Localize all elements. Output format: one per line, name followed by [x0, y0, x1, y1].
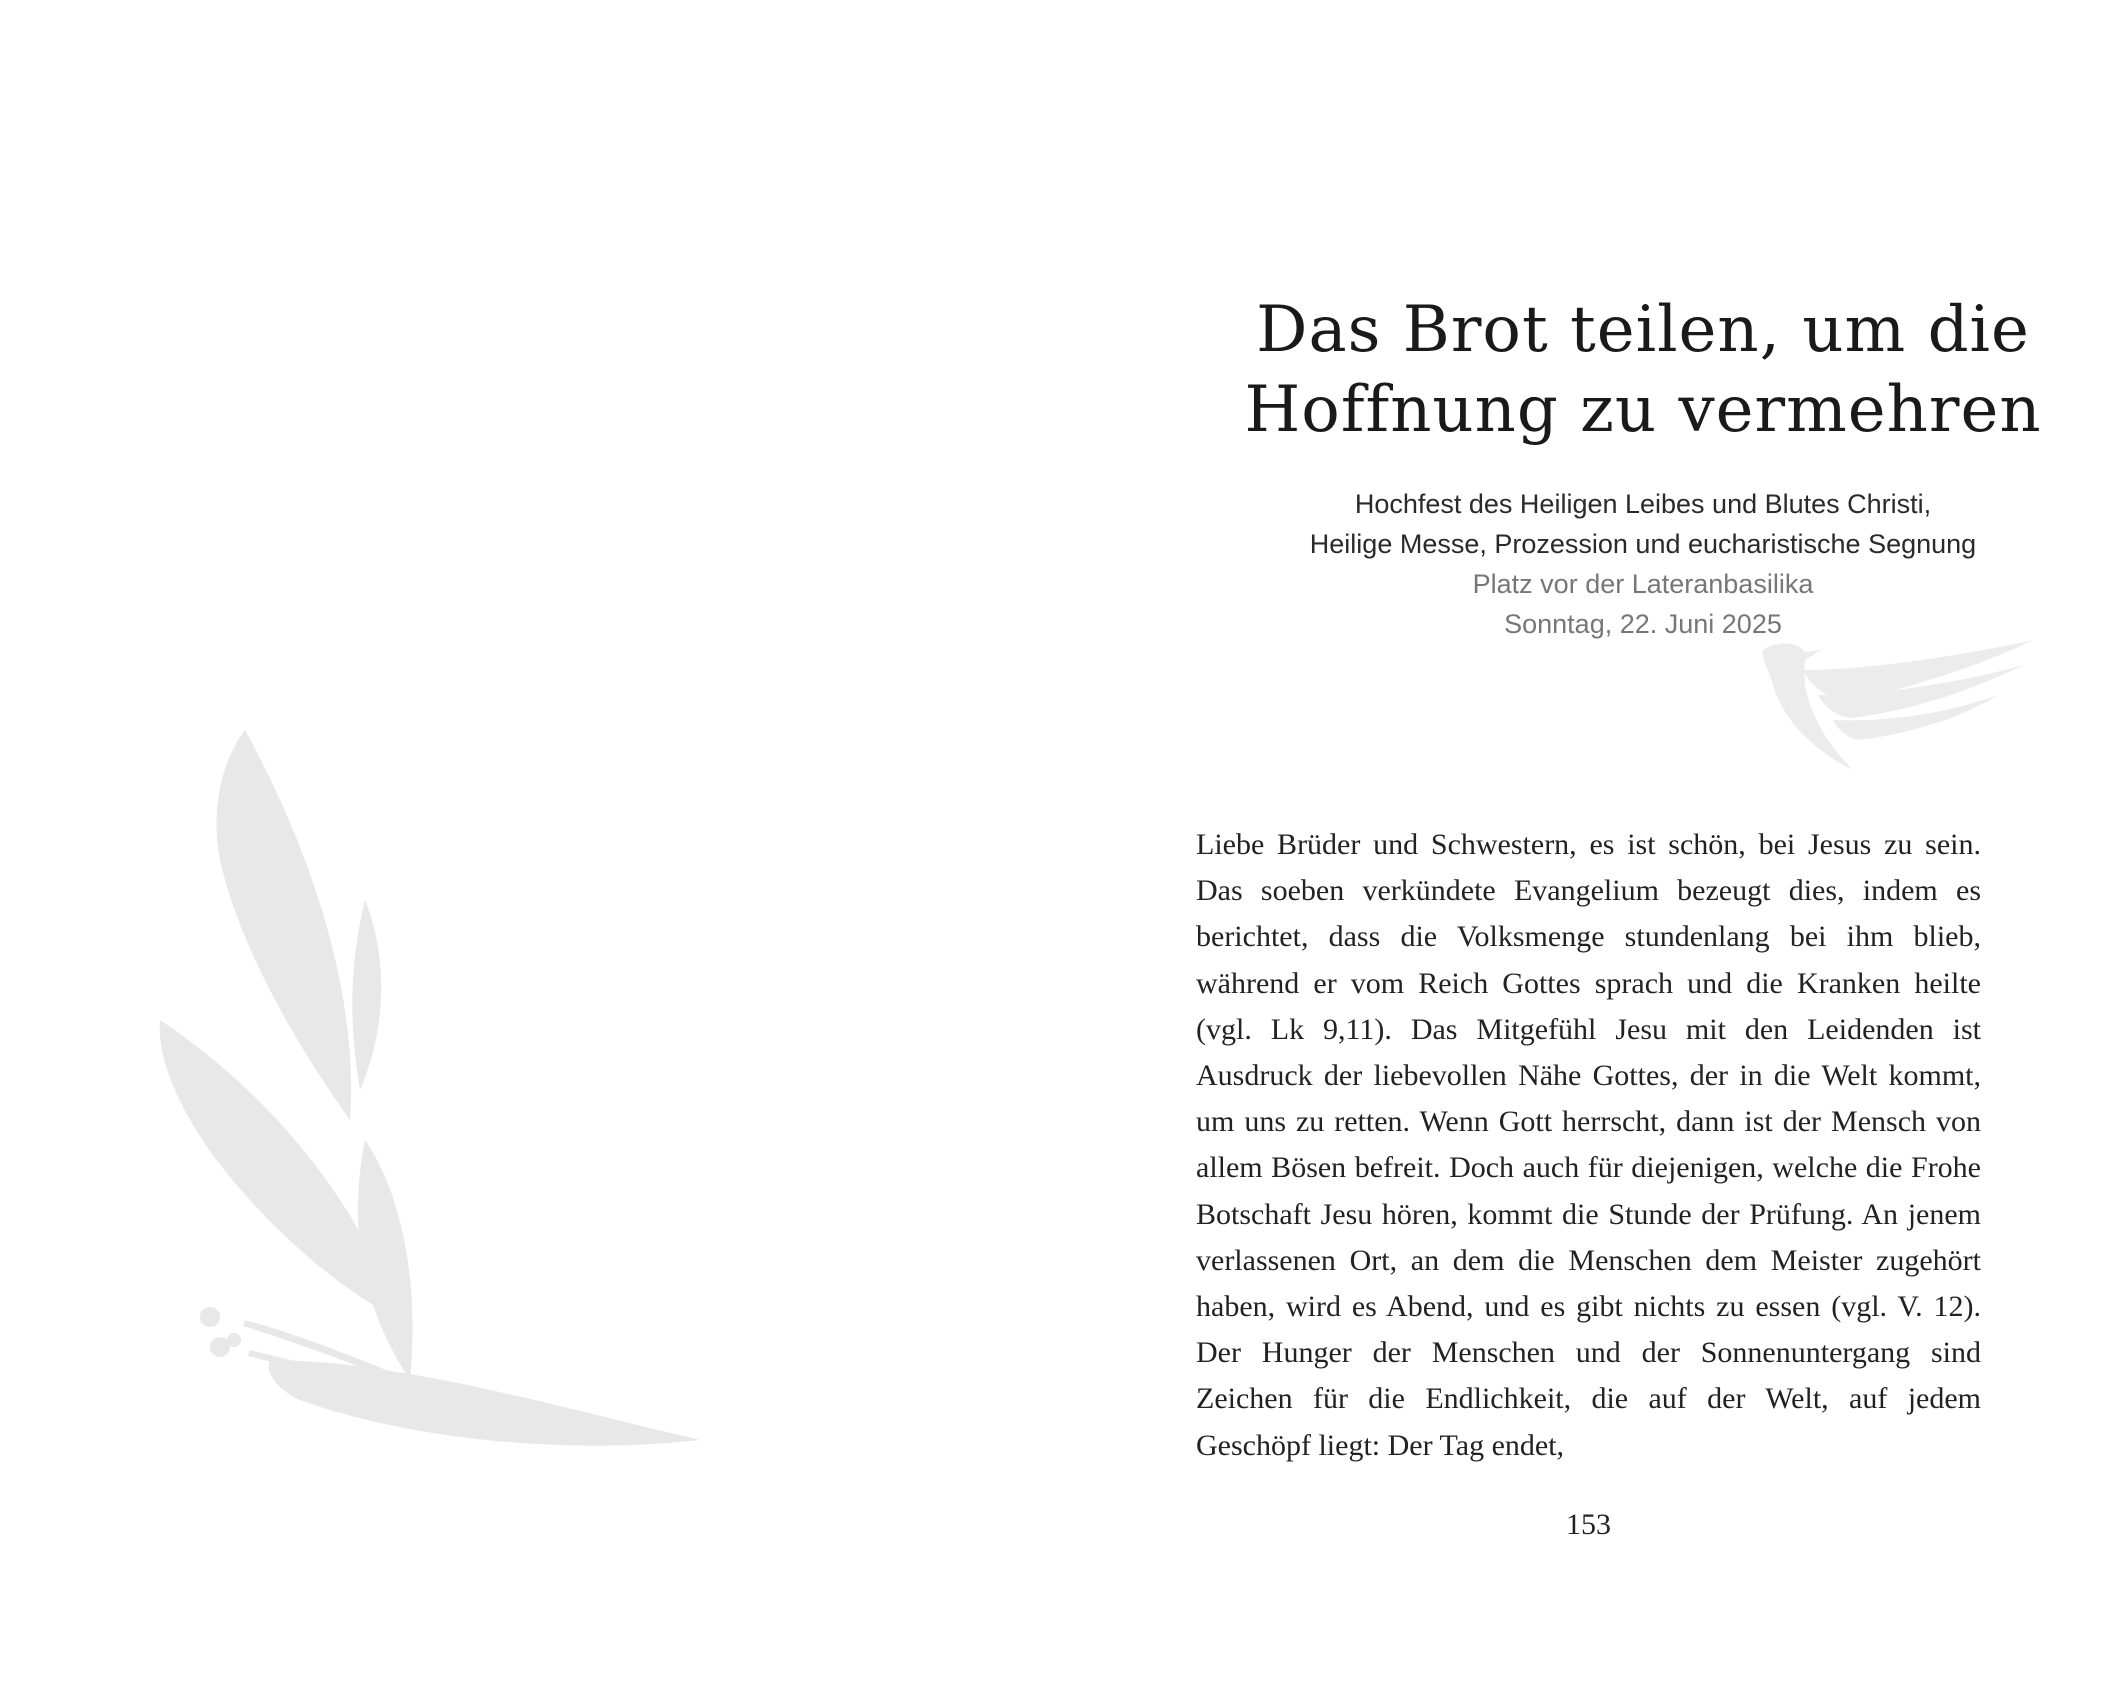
chapter-header	[1193, 290, 2093, 644]
title-line-2: Hoffnung zu vermehren	[1244, 373, 2042, 447]
right-page	[1063, 0, 2126, 1693]
occasion-line-2: Heilige Messe, Prozession und eucharistische Segnung	[1309, 529, 1977, 559]
place: Platz vor der Lateranbasilika	[1472, 569, 1814, 599]
title-line-1: Das Brot teilen, um die	[1256, 293, 2030, 367]
chapter-title	[1193, 290, 2093, 450]
occasion-line-1: Hochfest des Heiligen Leibes und Blutes Christi,	[1354, 489, 1932, 519]
occasion	[1193, 484, 2093, 564]
body-text	[1196, 822, 1981, 1469]
page-number: 153	[1566, 1508, 1611, 1541]
olive-branch-icon	[150, 720, 710, 1460]
date: Sonntag, 22. Juni 2025	[1504, 609, 1782, 639]
body-paragraph: Liebe Brüder und Schwestern, es ist schön, bei Jesus zu sein. Das soeben verkündete Evangelium bezeugt dies, indem es berichtet, dass die Volksmenge stundenlang bei ihm blieb, während er vom Reich Gottes sprach und die Kranken heilte (vgl. Lk 9,11). Das Mitgefühl Jesu mit den Leidenden ist Ausdruck der liebevollen Nähe Gottes, der in die Welt kommt, um uns zu retten. Wenn Gott herrscht, dann ist der Mensch von allem Bösen befreit. Doch auch für diejenigen, welche die Frohe Botschaft Jesu hören, kommt die Stunde der Prüfung. An jenem verlassenen Ort, an dem die Menschen dem Meister zugehört haben, wird es Abend, und es gibt nichts zu essen (vgl. V. 12). Der Hunger der Menschen und der Sonnenuntergang sind Zeichen für die Endlichkeit, die auf der Welt, auf jedem Geschöpf liegt: Der Tag endet,	[1196, 828, 1981, 1462]
dove-icon	[1743, 630, 2043, 790]
